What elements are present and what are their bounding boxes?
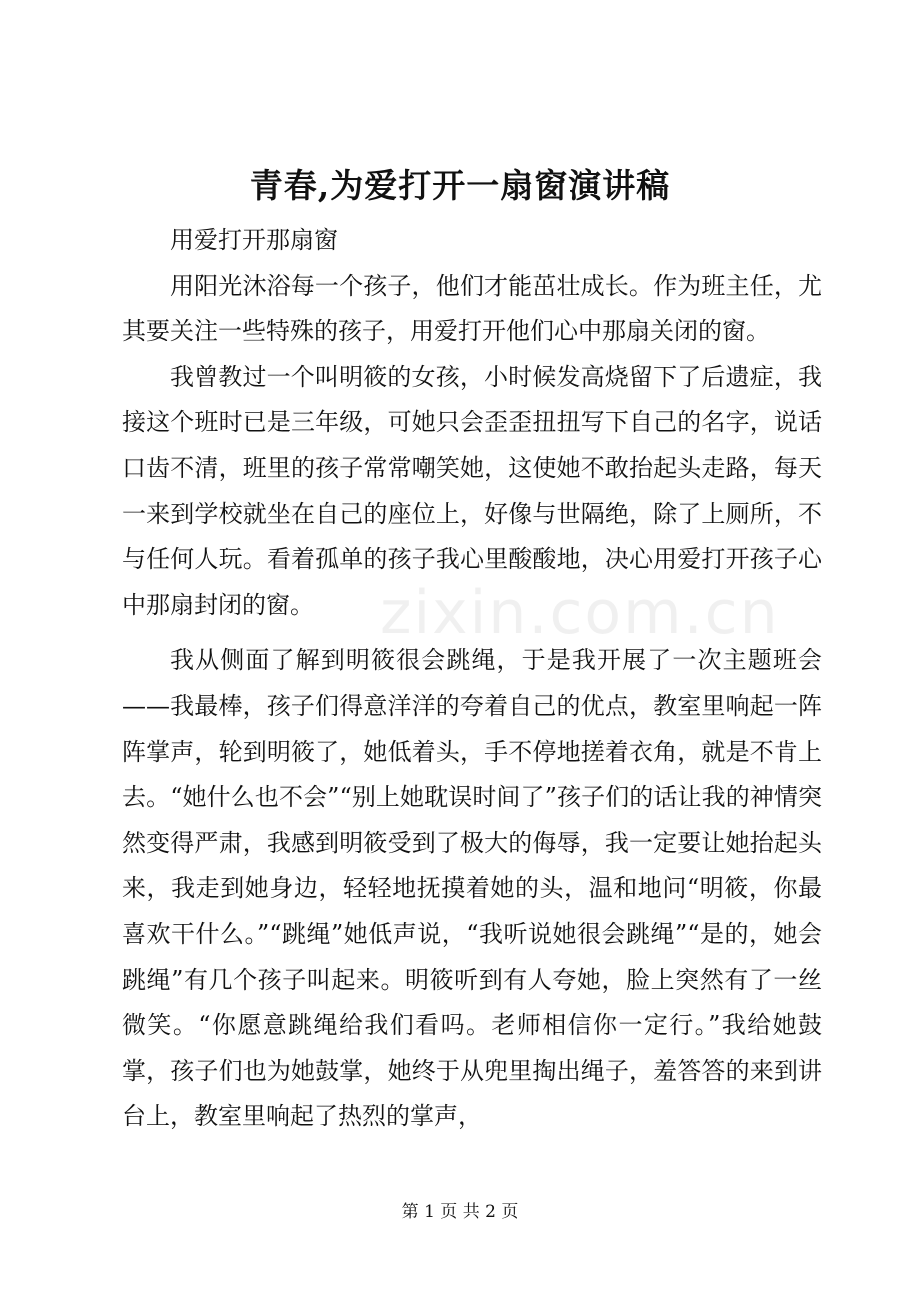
page-footer: 第 1 页 共 2 页 [401,1202,519,1222]
document-title: 青春,为爱打开一扇窗演讲稿 [249,166,671,205]
paragraph: 用阳光沐浴每一个孩子，他们才能茁壮成长。作为班主任，尤其要关注一些特殊的孩子，用爱打开他们心中那扇关闭的窗。 [122,271,822,346]
document-body [122,218,822,1140]
paragraph-subtitle: 用爱打开那扇窗 [170,226,338,254]
paragraph: 我曾教过一个叫明筱的女孩，小时候发高烧留下了后遗症，我接这个班时已是三年级，可她只会歪歪扭扭写下自己的名字，说话口齿不清，班里的孩子常常嘲笑她，这使她不敢抬起头走路，每天一来到学校就坐在自己的座位上，好像与世隔绝，除了上厕所，不与任何人玩。看着孤单的孩子我心里酸酸地，决心用爱打开孩子心中那扇封闭的窗。 [122,362,822,619]
paragraph: 我从侧面了解到明筱很会跳绳，于是我开展了一次主题班会——我最棒，孩子们得意洋洋的夸着自己的优点，教室里响起一阵阵掌声，轮到明筱了，她低着头，手不停地搓着衣角，就是不肯上去。“她什么也不会”“别上她耽误时间了”孩子们的话让我的神情突然变得严肃，我感到明筱受到了极大的侮辱，我一定要让她抬起头来，我走到她身边，轻轻地抚摸着她的头，温和地问“明筱，你最喜欢干什么。”“跳绳”她低声说，“我听说她很会跳绳”“是的，她会跳绳”有几个孩子叫起来。明筱听到有人夸她，脸上突然有了一丝微笑。“你愿意跳绳给我们看吗。老师相信你一定行。”我给她鼓掌，孩子们也为她鼓掌，她终于从兜里掏出绳子，羞答答的来到讲台上，教室里响起了热烈的掌声， [122,646,822,1131]
watermark: zixin.com.cn [380,578,780,648]
